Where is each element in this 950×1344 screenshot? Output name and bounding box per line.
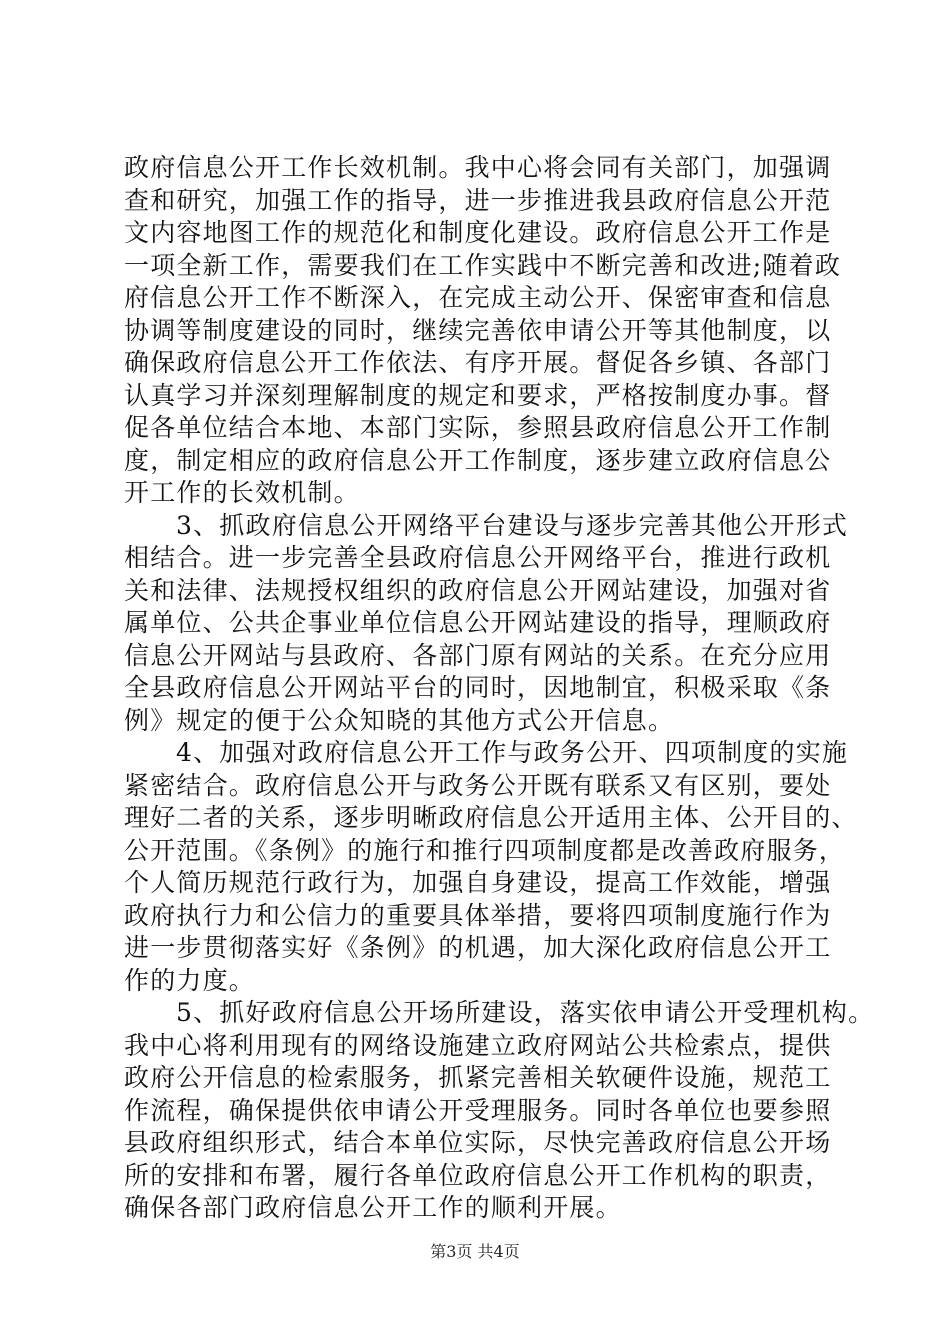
text-line: 文内容地图工作的规范化和制度化建设。政府信息公开工作是 <box>124 218 832 247</box>
text-line: 作的力度。 <box>124 965 256 995</box>
text-line: 关和法律、法规授权组织的政府信息公开网站建设，加强对省 <box>124 575 832 605</box>
page-number-footer: 第3页 共4页 <box>430 1242 520 1261</box>
text-line: 一项全新工作，需要我们在工作实践中不断完善和改进;随着政 <box>124 250 842 280</box>
text-line: 信息公开网站与县政府、各部门原有网站的关系。在充分应用 <box>124 640 832 670</box>
text-line: 进一步贯彻落实好《条例》的机遇，加大深化政府信息公开工 <box>124 933 832 962</box>
text-line: 府信息公开工作不断深入，在完成主动公开、保密审查和信息 <box>124 283 832 312</box>
text-line: 县政府组织形式，结合本单位实际，尽快完善政府信息公开场 <box>124 1128 832 1157</box>
text-line: 属单位、公共企事业单位信息公开网站建设的指导，理顺政府 <box>124 608 832 637</box>
text-line: 确保政府信息公开工作依法、有序开展。督促各乡镇、各部门 <box>124 348 832 377</box>
text-line: 所的安排和布署，履行各单位政府信息公开工作机构的职责， <box>124 1160 832 1190</box>
text-line: 查和研究，加强工作的指导，进一步推进我县政府信息公开范 <box>124 185 832 215</box>
text-line: 政府执行力和公信力的重要具体举措，要将四项制度施行作为 <box>124 900 832 930</box>
text-line: 度，制定相应的政府信息公开工作制度，逐步建立政府信息公 <box>124 445 832 475</box>
text-line: 例》规定的便于公众知晓的其他方式公开信息。 <box>124 705 675 735</box>
text-line: 相结合。进一步完善全县政府信息公开网络平台，推进行政机 <box>124 543 832 572</box>
text-line: 政府公开信息的检索服务，抓紧完善相关软硬件设施，规范工 <box>124 1063 832 1092</box>
text-line: 政府信息公开工作长效机制。我中心将会同有关部门，加强调 <box>124 153 832 182</box>
text-line: 作流程，确保提供依申请公开受理服务。同时各单位也要参照 <box>124 1095 832 1125</box>
text-line: 紧密结合。政府信息公开与政务公开既有联系又有区别，要处 <box>124 770 832 800</box>
text-line: 4、加强对政府信息公开工作与政务公开、四项制度的实施 <box>176 738 849 767</box>
text-line: 认真学习并深刻理解制度的规定和要求，严格按制度办事。督 <box>124 380 832 410</box>
text-line: 促各单位结合本地、本部门实际，参照县政府信息公开工作制 <box>124 413 832 442</box>
text-line: 开工作的长效机制。 <box>124 478 360 507</box>
text-line: 理好二者的关系，逐步明晰政府信息公开适用主体、公开目的、 <box>124 803 858 832</box>
text-line: 个人简历规范行政行为，加强自身建设，提高工作效能，增强 <box>124 868 832 897</box>
text-line: 3、抓政府信息公开网络平台建设与逐步完善其他公开形式 <box>176 510 849 540</box>
text-line: 我中心将利用现有的网络设施建立政府网站公共检索点，提供 <box>124 1030 832 1060</box>
text-line: 5、抓好政府信息公开场所建设，落实依申请公开受理机构。 <box>176 998 875 1027</box>
text-line: 确保各部门政府信息公开工作的顺利开展。 <box>124 1193 622 1222</box>
text-line: 协调等制度建设的同时，继续完善依申请公开等其他制度，以 <box>124 315 832 345</box>
text-line: 公开范围。《条例》的施行和推行四项制度都是改善政府服务， <box>124 835 846 865</box>
document-body <box>124 152 875 1225</box>
text-line: 全县政府信息公开网站平台的同时，因地制宜，积极采取《条 <box>124 673 832 702</box>
